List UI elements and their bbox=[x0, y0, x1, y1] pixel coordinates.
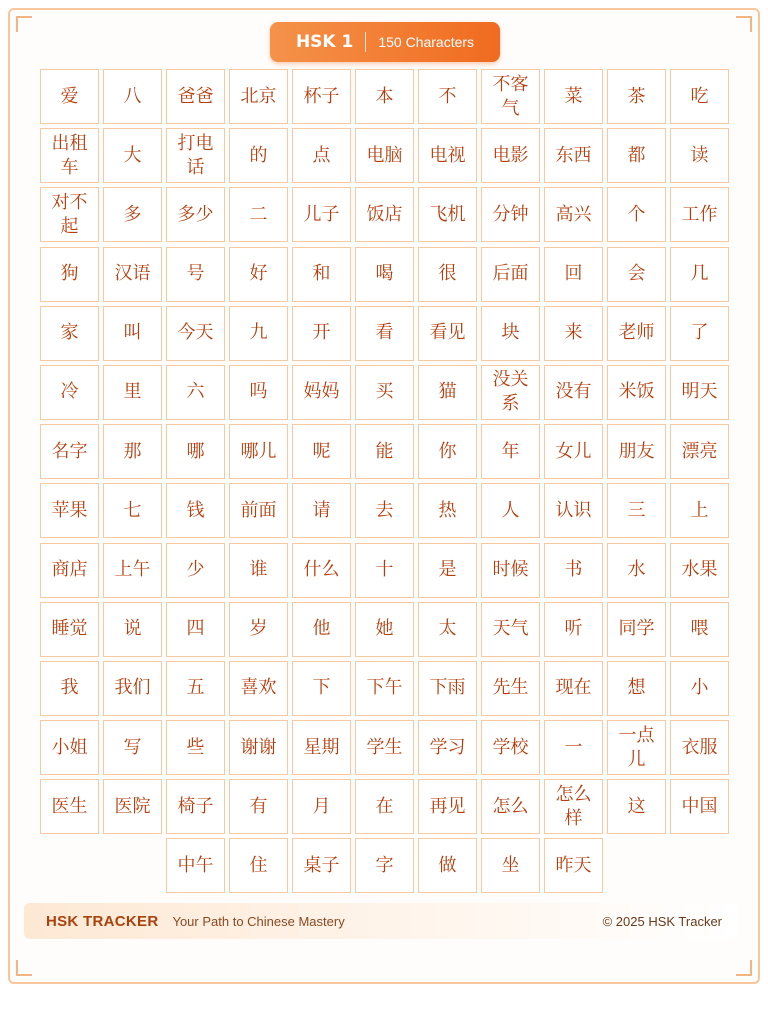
character-cell[interactable]: 回 bbox=[544, 247, 603, 302]
character-cell[interactable]: 热 bbox=[418, 483, 477, 538]
character-cell[interactable]: 儿子 bbox=[292, 187, 351, 242]
character-cell[interactable]: 冷 bbox=[40, 365, 99, 420]
character-cell[interactable]: 这 bbox=[607, 779, 666, 834]
character-cell[interactable]: 来 bbox=[544, 306, 603, 361]
character-cell[interactable]: 吗 bbox=[229, 365, 288, 420]
character-cell[interactable]: 下午 bbox=[355, 661, 414, 716]
character-cell[interactable]: 出租车 bbox=[40, 128, 99, 183]
character-cell[interactable]: 喂 bbox=[670, 602, 729, 657]
character-cell[interactable]: 有 bbox=[229, 779, 288, 834]
character-cell[interactable]: 昨天 bbox=[544, 838, 603, 893]
character-cell[interactable]: 菜 bbox=[544, 69, 603, 124]
character-cell[interactable]: 明天 bbox=[670, 365, 729, 420]
character-cell[interactable]: 家 bbox=[40, 306, 99, 361]
footer-bar bbox=[24, 903, 738, 939]
character-cell[interactable]: 听 bbox=[544, 602, 603, 657]
character-cell[interactable]: 在 bbox=[355, 779, 414, 834]
character-cell[interactable]: 少 bbox=[166, 543, 225, 598]
character-cell[interactable]: 很 bbox=[418, 247, 477, 302]
character-cell[interactable]: 十 bbox=[355, 543, 414, 598]
character-cell[interactable]: 东西 bbox=[544, 128, 603, 183]
character-cell[interactable]: 和 bbox=[292, 247, 351, 302]
character-cell[interactable]: 呢 bbox=[292, 424, 351, 479]
character-cell[interactable]: 喝 bbox=[355, 247, 414, 302]
character-cell[interactable]: 上午 bbox=[103, 543, 162, 598]
character-cell[interactable]: 学校 bbox=[481, 720, 540, 775]
character-cell[interactable]: 看见 bbox=[418, 306, 477, 361]
character-cell[interactable]: 高兴 bbox=[544, 187, 603, 242]
character-cell[interactable]: 几 bbox=[670, 247, 729, 302]
character-cell[interactable]: 妈妈 bbox=[292, 365, 351, 420]
character-cell[interactable]: 什么 bbox=[292, 543, 351, 598]
character-cell[interactable]: 北京 bbox=[229, 69, 288, 124]
character-cell[interactable]: 做 bbox=[418, 838, 477, 893]
character-cell[interactable]: 工作 bbox=[670, 187, 729, 242]
character-cell[interactable]: 电影 bbox=[481, 128, 540, 183]
character-cell[interactable]: 飞机 bbox=[418, 187, 477, 242]
character-cell[interactable]: 他 bbox=[292, 602, 351, 657]
character-cell[interactable]: 打电话 bbox=[166, 128, 225, 183]
character-cell[interactable]: 今天 bbox=[166, 306, 225, 361]
character-cell[interactable]: 里 bbox=[103, 365, 162, 420]
character-cell[interactable]: 年 bbox=[481, 424, 540, 479]
character-cell[interactable]: 老师 bbox=[607, 306, 666, 361]
character-cell[interactable]: 爱 bbox=[40, 69, 99, 124]
character-cell[interactable]: 后面 bbox=[481, 247, 540, 302]
character-cell[interactable]: 学生 bbox=[355, 720, 414, 775]
corner-ornament bbox=[736, 16, 752, 32]
character-cell[interactable]: 六 bbox=[166, 365, 225, 420]
character-cell[interactable]: 朋友 bbox=[607, 424, 666, 479]
character-cell[interactable]: 前面 bbox=[229, 483, 288, 538]
character-cell[interactable]: 的 bbox=[229, 128, 288, 183]
footer-tagline: Your Path to Chinese Mastery bbox=[172, 913, 345, 929]
character-cell[interactable]: 名字 bbox=[40, 424, 99, 479]
character-cell[interactable]: 水 bbox=[607, 543, 666, 598]
character-cell[interactable]: 好 bbox=[229, 247, 288, 302]
character-cell[interactable]: 多 bbox=[103, 187, 162, 242]
character-cell[interactable]: 叫 bbox=[103, 306, 162, 361]
character-cell[interactable]: 漂亮 bbox=[670, 424, 729, 479]
character-cell[interactable]: 能 bbox=[355, 424, 414, 479]
character-cell[interactable]: 会 bbox=[607, 247, 666, 302]
level-badge bbox=[270, 22, 500, 62]
character-cell[interactable]: 些 bbox=[166, 720, 225, 775]
character-cell[interactable]: 下 bbox=[292, 661, 351, 716]
character-cell[interactable]: 吃 bbox=[670, 69, 729, 124]
character-cell[interactable]: 都 bbox=[607, 128, 666, 183]
character-cell[interactable]: 去 bbox=[355, 483, 414, 538]
character-cell[interactable]: 钱 bbox=[166, 483, 225, 538]
character-cell[interactable]: 想 bbox=[607, 661, 666, 716]
character-cell[interactable]: 中国 bbox=[670, 779, 729, 834]
character-cell[interactable]: 一 bbox=[544, 720, 603, 775]
character-cell[interactable]: 五 bbox=[166, 661, 225, 716]
badge-divider bbox=[365, 32, 366, 52]
character-cell[interactable]: 爸爸 bbox=[166, 69, 225, 124]
character-cell[interactable]: 个 bbox=[607, 187, 666, 242]
character-cell[interactable]: 写 bbox=[103, 720, 162, 775]
character-cell[interactable]: 时候 bbox=[481, 543, 540, 598]
corner-ornament bbox=[16, 16, 32, 32]
character-cell[interactable]: 电脑 bbox=[355, 128, 414, 183]
character-cell[interactable]: 上 bbox=[670, 483, 729, 538]
character-cell[interactable]: 睡觉 bbox=[40, 602, 99, 657]
character-cell[interactable]: 哪儿 bbox=[229, 424, 288, 479]
character-cell[interactable]: 人 bbox=[481, 483, 540, 538]
character-cell[interactable]: 看 bbox=[355, 306, 414, 361]
character-cell[interactable]: 下雨 bbox=[418, 661, 477, 716]
character-cell[interactable]: 狗 bbox=[40, 247, 99, 302]
character-cell[interactable]: 茶 bbox=[607, 69, 666, 124]
character-cell[interactable]: 天气 bbox=[481, 602, 540, 657]
character-cell[interactable]: 中午 bbox=[166, 838, 225, 893]
character-cell[interactable]: 住 bbox=[229, 838, 288, 893]
character-cell[interactable]: 读 bbox=[670, 128, 729, 183]
character-cell[interactable]: 是 bbox=[418, 543, 477, 598]
character-cell[interactable]: 二 bbox=[229, 187, 288, 242]
character-cell[interactable]: 块 bbox=[481, 306, 540, 361]
footer-brand: HSK TRACKER bbox=[46, 912, 159, 930]
character-cell[interactable]: 女儿 bbox=[544, 424, 603, 479]
character-cell[interactable]: 八 bbox=[103, 69, 162, 124]
character-cell[interactable]: 再见 bbox=[418, 779, 477, 834]
character-cell[interactable]: 猫 bbox=[418, 365, 477, 420]
character-cell[interactable]: 不 bbox=[418, 69, 477, 124]
character-cell[interactable]: 对不起 bbox=[40, 187, 99, 242]
character-cell[interactable]: 月 bbox=[292, 779, 351, 834]
character-cell[interactable]: 多少 bbox=[166, 187, 225, 242]
character-cell[interactable]: 认识 bbox=[544, 483, 603, 538]
character-cell[interactable]: 太 bbox=[418, 602, 477, 657]
character-cell[interactable]: 买 bbox=[355, 365, 414, 420]
character-cell[interactable]: 了 bbox=[670, 306, 729, 361]
character-cell[interactable]: 四 bbox=[166, 602, 225, 657]
character-cell[interactable]: 饭店 bbox=[355, 187, 414, 242]
character-cell[interactable]: 我 bbox=[40, 661, 99, 716]
character-cell[interactable]: 商店 bbox=[40, 543, 99, 598]
character-cell[interactable]: 先生 bbox=[481, 661, 540, 716]
character-cell[interactable]: 谁 bbox=[229, 543, 288, 598]
character-cell[interactable]: 号 bbox=[166, 247, 225, 302]
character-cell[interactable]: 说 bbox=[103, 602, 162, 657]
character-cell[interactable]: 汉语 bbox=[103, 247, 162, 302]
corner-ornament bbox=[736, 960, 752, 976]
character-cell[interactable]: 开 bbox=[292, 306, 351, 361]
character-cell[interactable]: 分钟 bbox=[481, 187, 540, 242]
character-cell[interactable]: 医生 bbox=[40, 779, 99, 834]
footer-copyright: © 2025 HSK Tracker bbox=[602, 913, 722, 929]
character-cell[interactable]: 椅子 bbox=[166, 779, 225, 834]
character-cell[interactable]: 大 bbox=[103, 128, 162, 183]
character-cell[interactable]: 怎么样 bbox=[544, 779, 603, 834]
character-cell[interactable]: 现在 bbox=[544, 661, 603, 716]
character-cell[interactable]: 岁 bbox=[229, 602, 288, 657]
character-cell[interactable]: 本 bbox=[355, 69, 414, 124]
character-cell[interactable]: 我们 bbox=[103, 661, 162, 716]
character-cell[interactable]: 没有 bbox=[544, 365, 603, 420]
character-cell[interactable]: 怎么 bbox=[481, 779, 540, 834]
character-cell[interactable]: 一点儿 bbox=[607, 720, 666, 775]
character-count: 150 Characters bbox=[378, 34, 475, 50]
character-cell[interactable]: 书 bbox=[544, 543, 603, 598]
character-cell[interactable]: 水果 bbox=[670, 543, 729, 598]
character-cell[interactable]: 字 bbox=[355, 838, 414, 893]
character-cell[interactable]: 星期 bbox=[292, 720, 351, 775]
character-cell[interactable]: 米饭 bbox=[607, 365, 666, 420]
character-cell[interactable]: 你 bbox=[418, 424, 477, 479]
character-cell[interactable]: 学习 bbox=[418, 720, 477, 775]
character-cell[interactable]: 那 bbox=[103, 424, 162, 479]
character-cell[interactable]: 同学 bbox=[607, 602, 666, 657]
character-cell[interactable]: 哪 bbox=[166, 424, 225, 479]
character-cell[interactable]: 九 bbox=[229, 306, 288, 361]
corner-ornament bbox=[16, 960, 32, 976]
character-cell[interactable]: 没关系 bbox=[481, 365, 540, 420]
character-cell[interactable]: 点 bbox=[292, 128, 351, 183]
character-grid bbox=[40, 69, 730, 893]
character-cell[interactable]: 小姐 bbox=[40, 720, 99, 775]
character-cell[interactable]: 小 bbox=[670, 661, 729, 716]
character-cell[interactable]: 谢谢 bbox=[229, 720, 288, 775]
character-cell[interactable]: 请 bbox=[292, 483, 351, 538]
character-cell[interactable]: 七 bbox=[103, 483, 162, 538]
character-cell[interactable]: 电视 bbox=[418, 128, 477, 183]
character-cell[interactable]: 三 bbox=[607, 483, 666, 538]
character-cell[interactable]: 她 bbox=[355, 602, 414, 657]
level-title: HSK 1 bbox=[295, 32, 354, 52]
character-cell[interactable]: 杯子 bbox=[292, 69, 351, 124]
character-cell[interactable]: 医院 bbox=[103, 779, 162, 834]
character-cell[interactable]: 衣服 bbox=[670, 720, 729, 775]
character-cell[interactable]: 桌子 bbox=[292, 838, 351, 893]
character-cell[interactable]: 喜欢 bbox=[229, 661, 288, 716]
character-cell[interactable]: 坐 bbox=[481, 838, 540, 893]
character-cell[interactable]: 不客气 bbox=[481, 69, 540, 124]
character-cell[interactable]: 苹果 bbox=[40, 483, 99, 538]
